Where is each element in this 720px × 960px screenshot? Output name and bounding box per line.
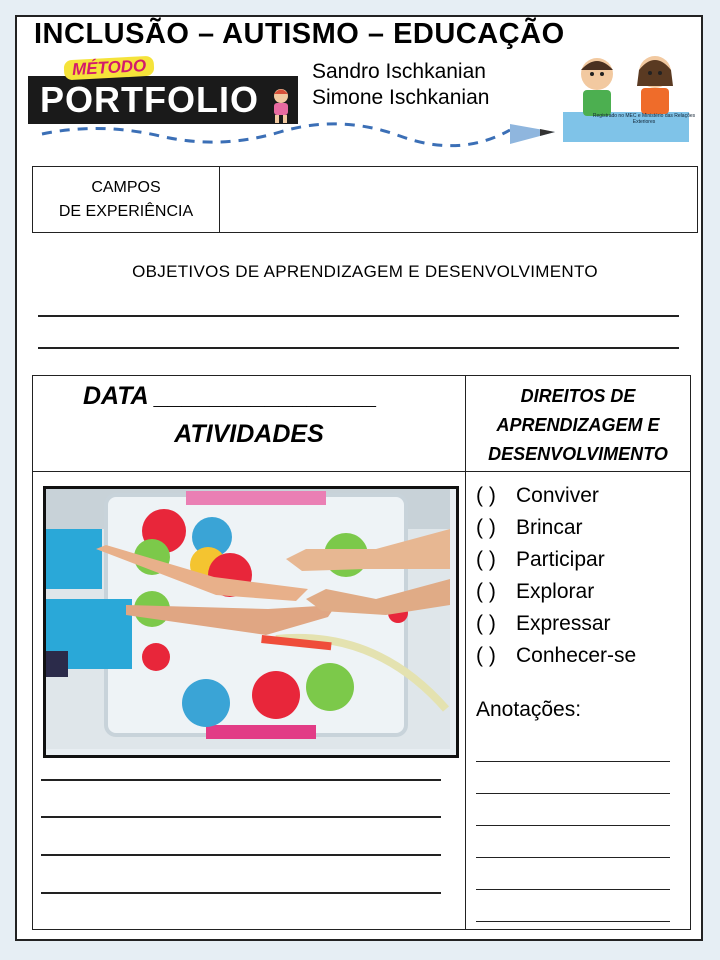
anotacoes-line-2[interactable] (476, 793, 670, 794)
kids-illustration-icon (555, 52, 697, 144)
direito-item-participar[interactable] (476, 544, 636, 576)
atividades-line-1[interactable] (41, 779, 441, 781)
direitos-heading-line2: APRENDIZAGEM E (496, 415, 660, 435)
atividades-heading: ATIVIDADES (174, 420, 324, 448)
direito-item-explorar[interactable] (476, 576, 636, 608)
header-divider (33, 471, 690, 472)
direitos-checklist (476, 480, 636, 672)
direitos-heading-line1: DIREITOS DE (520, 386, 636, 406)
anotacoes-line-3[interactable] (476, 825, 670, 826)
campos-label-line1: CAMPOS (91, 178, 161, 196)
anotacoes-line-4[interactable] (476, 857, 670, 858)
atividades-line-4[interactable] (41, 892, 441, 894)
direito-label-participar: Participar (516, 548, 605, 571)
author-sandro: Sandro Ischkanian (312, 60, 486, 83)
checkbox-conhecer-se[interactable]: ( ) (476, 644, 496, 667)
anotacoes-line-5[interactable] (476, 889, 670, 890)
campos-label (33, 167, 220, 232)
direito-item-brincar[interactable] (476, 512, 636, 544)
direito-label-brincar: Brincar (516, 516, 583, 539)
direito-label-conhecer-se: Conhecer-se (516, 644, 637, 667)
anotacoes-line-6[interactable] (476, 921, 670, 922)
activity-table (32, 375, 691, 930)
objetivos-line-2[interactable] (38, 347, 679, 349)
direito-item-expressar[interactable] (476, 608, 636, 640)
direitos-heading-line3: DESENVOLVIMENTO (488, 444, 668, 464)
campos-label-line2: DE EXPERIÊNCIA (58, 202, 194, 220)
objetivos-line-1[interactable] (38, 315, 679, 317)
registration-note: Registrado no MEC e Ministério das Relações Exteriores (592, 113, 696, 125)
checkbox-participar[interactable]: ( ) (476, 548, 496, 571)
direitos-heading (466, 382, 690, 469)
anotacoes-label: Anotações: (476, 698, 582, 721)
checkbox-conviver[interactable]: ( ) (476, 484, 496, 507)
campos-value-field[interactable] (221, 167, 697, 232)
direito-label-expressar: Expressar (516, 612, 611, 635)
objetivos-title: OBJETIVOS DE APRENDIZAGEM E DESENVOLVIMENTO (132, 262, 598, 281)
data-field[interactable]: DATA ________________ (83, 382, 378, 410)
direito-label-explorar: Explorar (516, 580, 595, 603)
portfolio-logo (28, 56, 298, 126)
atividades-line-3[interactable] (41, 854, 441, 856)
campos-row (32, 166, 698, 233)
direito-item-conhecer-se[interactable] (476, 640, 636, 672)
direito-item-conviver[interactable] (476, 480, 636, 512)
checkbox-brincar[interactable]: ( ) (476, 516, 496, 539)
header-title: INCLUSÃO – AUTISMO – EDUCAÇÃO (34, 18, 565, 50)
child-figure-icon (266, 88, 296, 124)
dashed-pencil-line-icon (40, 122, 560, 148)
logo-portfolio-text: PORTFOLIO (28, 76, 298, 124)
anotacoes-line-1[interactable] (476, 761, 670, 762)
checkbox-expressar[interactable]: ( ) (476, 612, 496, 635)
author-simone: Simone Ischkanian (312, 86, 490, 109)
atividades-line-2[interactable] (41, 816, 441, 818)
activity-photo-image (46, 489, 450, 749)
checkbox-explorar[interactable]: ( ) (476, 580, 496, 603)
logo-metodo-text: MÉTODO (64, 56, 155, 81)
direito-label-conviver: Conviver (516, 484, 599, 507)
activity-photo (43, 486, 459, 758)
